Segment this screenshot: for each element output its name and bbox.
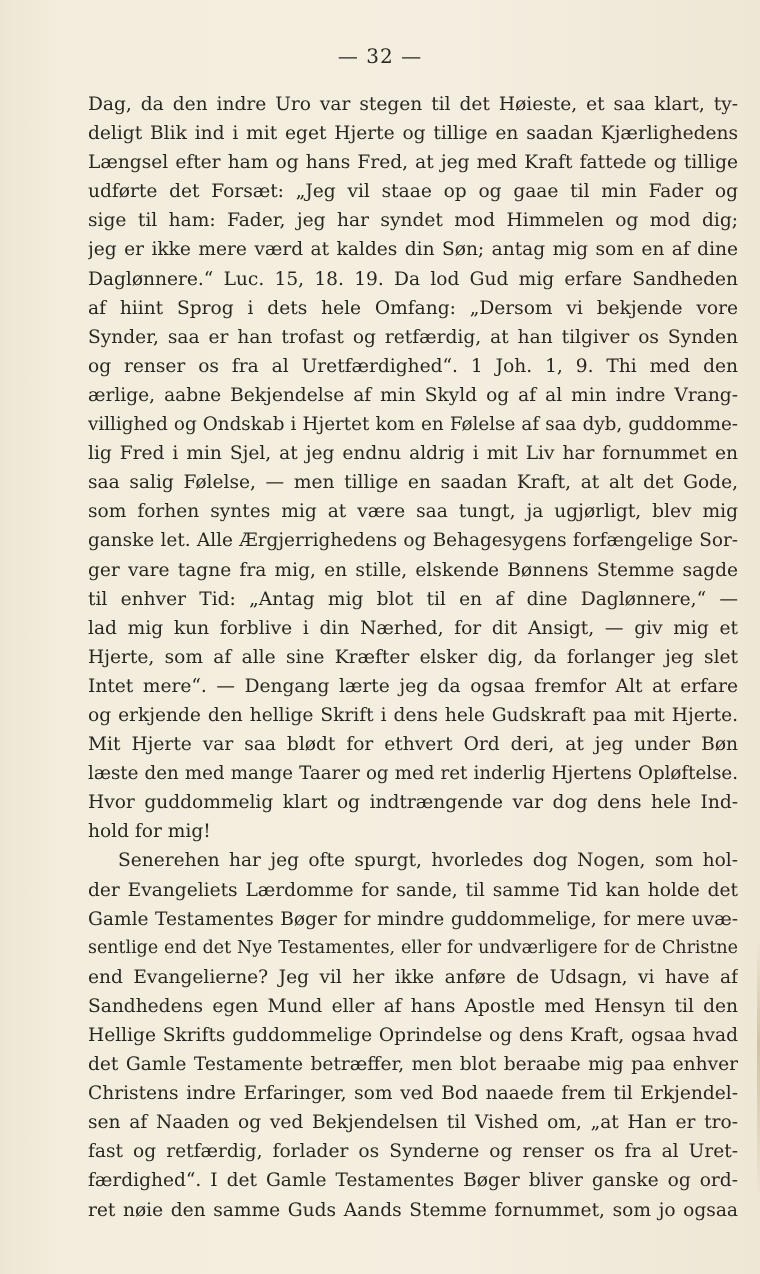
- text-line: færdighed“. I det Gamle Testamentes Bøger bliver ganske og ord-: [88, 1170, 738, 1192]
- text-line: lad mig kun forblive i din Nærhed, for dit Ansigt, — giv mig et: [88, 617, 738, 639]
- text-line: fast og retfærdig, forlader os Synderne og renser os fra al Uret-: [88, 1141, 738, 1163]
- text-line: og erkjende den hellige Skrift i dens hele Gudskraft paa mit Hjerte.: [88, 704, 738, 726]
- text-line: saa salig Følelse, — men tillige en saadan Kraft, at alt det Gode,: [88, 472, 738, 494]
- text-line: jeg er ikke mere værd at kaldes din Søn; antag mig som en af dine: [88, 239, 738, 261]
- text-line: lig Fred i min Sjel, at jeg endnu aldrig i mit Liv har fornummet en: [88, 443, 738, 465]
- body-text: [88, 90, 738, 1225]
- text-line: Intet mere“. — Dengang lærte jeg da ogsaa fremfor Alt at erfare: [88, 675, 738, 697]
- page-number: — 32 —: [337, 44, 423, 68]
- text-line: Hjerte, som af alle sine Kræfter elsker dig, da forlanger jeg slet: [88, 646, 738, 668]
- text-line: læste den med mange Taarer og med ret inderlig Hjertens Opløftelse.: [88, 763, 738, 785]
- paragraph-end-line: hold for mig!: [88, 821, 211, 843]
- text-line: sentlige end det Nye Testamentes, eller for undværligere for de Christne: [88, 937, 738, 958]
- text-line: Sandhedens egen Mund eller af hans Apostle med Hensyn til den: [88, 995, 738, 1017]
- text-line: sige til ham: Fader, jeg har syndet mod Himmelen og mod dig;: [88, 210, 738, 232]
- text-line: til enhver Tid: „Antag mig blot til en af dine Daglønnere,“ —: [88, 588, 738, 610]
- text-line: der Evangeliets Lærdomme for sande, til samme Tid kan holde det: [88, 879, 738, 901]
- text-line: det Gamle Testamente betræffer, men blot beraabe mig paa enhver: [88, 1054, 738, 1076]
- text-line: deligt Blik ind i mit eget Hjerte og tillige en saadan Kjærlighedens: [88, 123, 738, 145]
- text-line: Hvor guddommelig klart og indtrængende var dog dens hele Ind-: [88, 792, 738, 814]
- text-line: og renser os fra al Uretfærdighed“. 1 Joh. 1, 9. Thi med den: [88, 355, 738, 377]
- text-line: sen af Naaden og ved Bekjendelsen til Vished om, „at Han er tro-: [88, 1112, 738, 1134]
- text-line: Hellige Skrifts guddommelige Oprindelse og dens Kraft, ogsaa hvad: [88, 1025, 738, 1046]
- text-line: som forhen syntes mig at være saa tungt, ja ugjørligt, blev mig: [88, 501, 738, 523]
- text-line: Synder, saa er han trofast og retfærdig, at han tilgiver os Synden: [88, 326, 738, 348]
- text-line: villighed og Ondskab i Hjertet kom en Følelse af saa dyb, guddomme-: [88, 414, 738, 436]
- text-line: Gamle Testamentes Bøger for mindre guddommelige, for mere uvæ-: [88, 908, 738, 930]
- text-line: Christens indre Erfaringer, som ved Bod naaede frem til Erkjendel-: [88, 1083, 738, 1105]
- text-line: ret nøie den samme Guds Aands Stemme fornummet, som jo ogsaa: [88, 1199, 738, 1221]
- text-line: udførte det Forsæt: „Jeg vil staae op og gaae til min Fader og: [88, 181, 738, 203]
- text-line: Mit Hjerte var saa blødt for ethvert Ord deri, at jeg under Bøn: [88, 734, 738, 756]
- text-line: end Evangelierne? Jeg vil her ikke anføre de Udsagn, vi have af: [88, 966, 738, 988]
- text-line: ærlige, aabne Bekjendelse af min Skyld og af al min indre Vrang-: [88, 384, 738, 406]
- text-line: af hiint Sprog i dets hele Omfang: „Dersom vi bekjende vore: [88, 297, 738, 319]
- text-line: Længsel efter ham og hans Fred, at jeg med Kraft fattede og tillige: [88, 152, 738, 174]
- text-line: Daglønnere.“ Luc. 15, 18. 19. Da lod Gud mig erfare Sandheden: [88, 268, 738, 290]
- text-line: ger vare tagne fra mig, en stille, elskende Bønnens Stemme sagde: [88, 559, 738, 581]
- text-line: ganske let. Alle Ærgjerrighedens og Behagesygens forfængelige Sor-: [88, 530, 738, 552]
- text-line: Dag, da den indre Uro var stegen til det Høieste, et saa klart, ty-: [88, 94, 738, 115]
- paragraph-start-line: Senerehen har jeg ofte spurgt, hvorledes dog Nogen, som hol-: [118, 850, 738, 872]
